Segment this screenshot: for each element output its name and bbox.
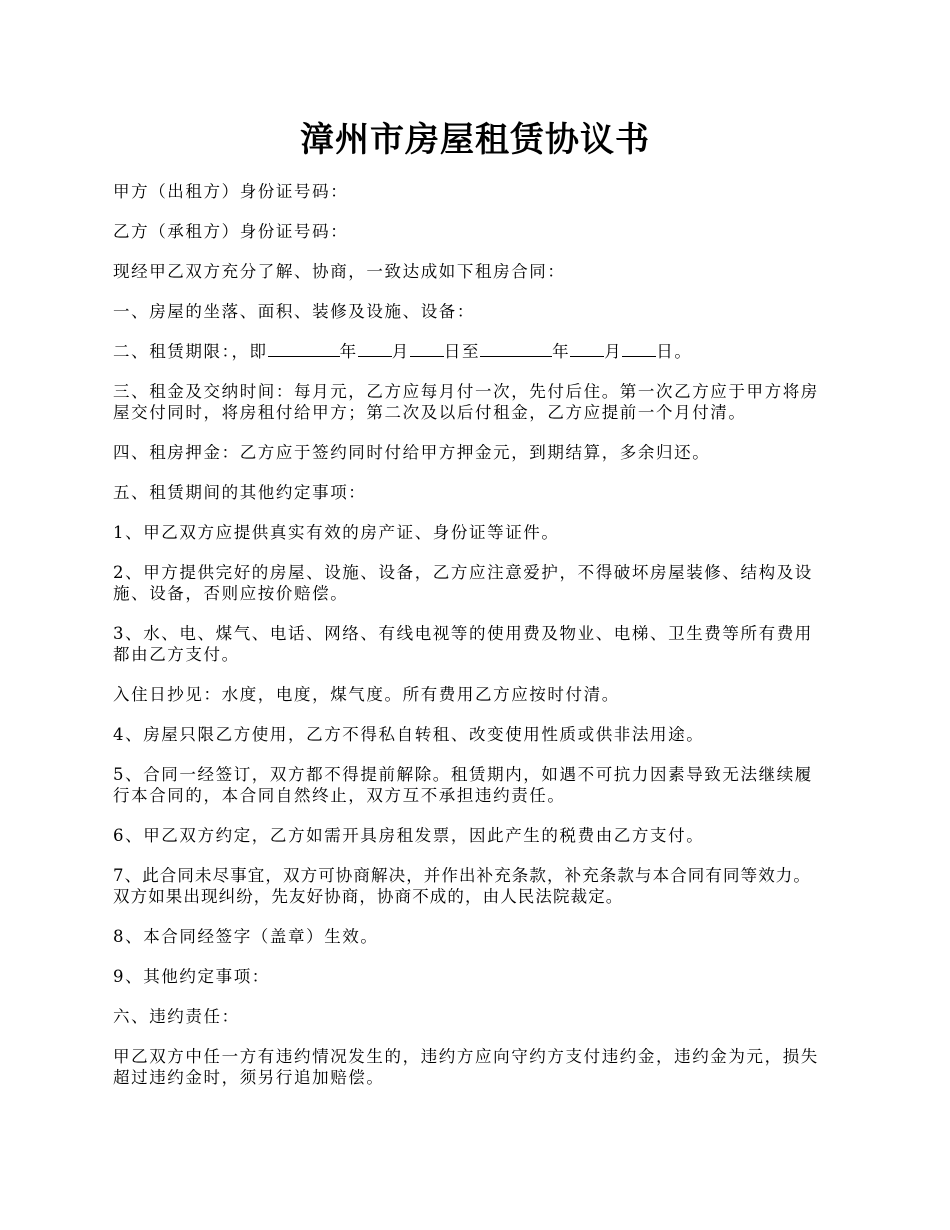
paragraph <box>113 825 848 846</box>
lease-term-paragraph <box>113 341 848 362</box>
fill-in-blank[interactable] <box>268 341 340 357</box>
paragraph-line: 9、其他约定事项： <box>113 967 270 986</box>
term-text: 月 <box>604 342 623 361</box>
paragraph-line: 超过违约金时，须另行追加赔偿。 <box>113 1068 385 1087</box>
paragraph <box>113 221 848 242</box>
paragraph <box>113 522 848 543</box>
fill-in-blank[interactable] <box>570 341 604 357</box>
paragraph-line: 双方如果出现纠纷，先友好协商，协商不成的，由人民法院裁定。 <box>113 887 624 906</box>
fill-in-blank[interactable] <box>410 341 444 357</box>
paragraph <box>113 482 848 503</box>
paragraph-line: 屋交付同时，将房租付给甲方；第二次及以后付租金，乙方应提前一个月付清。 <box>113 403 747 422</box>
paragraph <box>113 966 848 987</box>
paragraph-line: 五、租赁期间的其他约定事项： <box>113 483 367 502</box>
paragraph-line: 4、房屋只限乙方使用，乙方不得私自转租、改变使用性质或供非法用途。 <box>113 725 705 744</box>
paragraph-line: 6、甲乙双方约定，乙方如需开具房租发票，因此产生的税费由乙方支付。 <box>113 826 705 845</box>
paragraph-line: 3、水、电、煤气、电话、网络、有线电视等的使用费及物业、电梯、卫生费等所有费用 <box>113 624 813 643</box>
paragraph <box>113 684 848 705</box>
paragraph-line: 5、合同一经签订，双方都不得提前解除。租赁期内，如遇不可抗力因素导致无法继续履 <box>113 765 813 784</box>
paragraph-line: 入住日抄见：水度，电度，煤气度。所有费用乙方应按时付清。 <box>113 685 620 704</box>
term-text: 年 <box>339 342 358 361</box>
paragraph <box>113 442 848 463</box>
term-text: 年 <box>552 342 571 361</box>
paragraph-line: 乙方（承租方）身份证号码： <box>113 222 349 241</box>
paragraph <box>113 562 848 604</box>
paragraph-line: 一、房屋的坐落、面积、装修及设施、设备： <box>113 302 475 321</box>
paragraph <box>113 381 848 423</box>
paragraph <box>113 926 848 947</box>
paragraph <box>113 301 848 322</box>
paragraph-line: 1、甲乙双方应提供真实有效的房产证、身份证等证件。 <box>113 523 560 542</box>
paragraph <box>113 724 848 745</box>
document-body <box>113 181 848 1107</box>
paragraph <box>113 865 848 907</box>
paragraph-line: 7、此合同未尽事宜，双方可协商解决，并作出补充条款，补充条款与本合同有同等效力。 <box>113 866 811 885</box>
paragraph-line: 2、甲方提供完好的房屋、设施、设备，乙方应注意爱护，不得破坏房屋装修、结构及设 <box>113 563 813 582</box>
fill-in-blank[interactable] <box>358 341 392 357</box>
term-text: 二、租赁期限：，即 <box>113 342 268 361</box>
paragraph-line: 三、租金及交纳时间：每月元，乙方应每月付一次，先付后住。第一次乙方应于甲方将房 <box>113 382 819 401</box>
paragraph <box>113 764 848 806</box>
paragraph-line: 现经甲乙双方充分了解、协商，一致达成如下租房合同： <box>113 262 566 281</box>
paragraph <box>113 623 848 665</box>
paragraph <box>113 1046 848 1088</box>
document-title: 漳州市房屋租赁协议书 <box>300 120 650 160</box>
paragraph-line: 六、违约责任： <box>113 1007 240 1026</box>
paragraph-line: 施、设备，否则应按价赔偿。 <box>113 584 349 603</box>
paragraph-line <box>113 341 848 362</box>
term-text: 日。 <box>656 342 693 361</box>
paragraph <box>113 261 848 282</box>
paragraph <box>113 1006 848 1027</box>
fill-in-blank[interactable] <box>622 341 656 357</box>
paragraph-line: 甲方（出租方）身份证号码： <box>113 182 349 201</box>
paragraph-line: 行本合同的，本合同自然终止，双方互不承担违约责任。 <box>113 786 566 805</box>
paragraph-line: 都由乙方支付。 <box>113 645 240 664</box>
paragraph-line: 8、本合同经签字（盖章）生效。 <box>113 927 379 946</box>
term-text: 日至 <box>443 342 481 361</box>
fill-in-blank[interactable] <box>480 341 552 357</box>
paragraph-line: 甲乙双方中任一方有违约情况发生的，违约方应向守约方支付违约金，违约金为元，损失 <box>113 1047 819 1066</box>
paragraph-line: 四、租房押金：乙方应于签约同时付给甲方押金元，到期结算，多余归还。 <box>113 443 711 462</box>
term-text: 月 <box>391 342 410 361</box>
paragraph <box>113 181 848 202</box>
